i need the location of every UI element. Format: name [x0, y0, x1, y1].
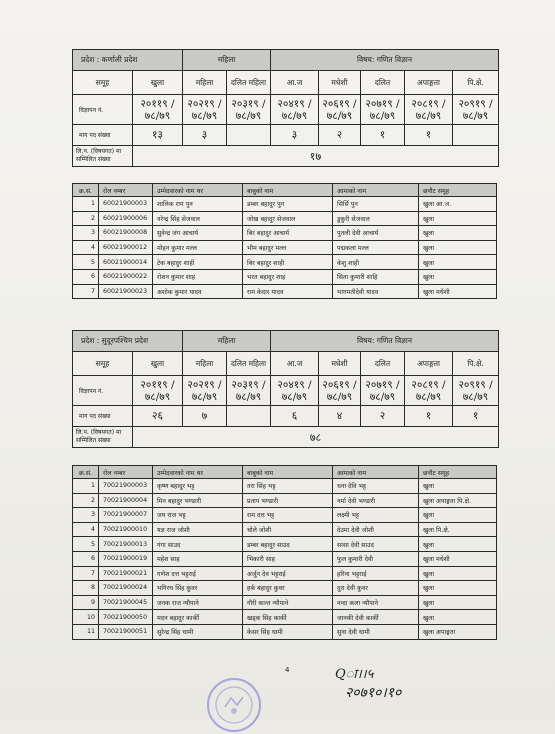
seat-count: ३ [271, 125, 319, 146]
father-name: चोले जोशी [243, 522, 333, 537]
candidate-list-sudurpashchim [72, 465, 497, 640]
exam-count-total: ७८ [133, 427, 499, 448]
table-row [73, 226, 497, 241]
father-name: प्रताप भण्डारी [243, 493, 333, 508]
adv-number: २०६१९ /७८/७९ [319, 376, 361, 406]
serial-number: 4 [73, 522, 99, 537]
selection-group: खुला [419, 226, 497, 241]
table-row [73, 269, 497, 284]
adv-number: २०७१९ /७८/७९ [361, 95, 405, 125]
roll-number: 70021900019 [99, 551, 153, 566]
serial-number: 7 [73, 284, 99, 299]
father-name: केसर सिंह धामी [243, 624, 333, 639]
signature: Qा।।५ [335, 667, 374, 682]
header-name: उम्मेदवारको नाम थर [153, 184, 243, 197]
table-row [73, 255, 497, 270]
roll-number: 60021900023 [99, 284, 153, 299]
summary-table-karnali [72, 49, 499, 167]
roll-number: 60021900006 [99, 211, 153, 226]
mother-name: सुना देवी धामी [333, 624, 419, 639]
col-open: खुला [133, 71, 183, 95]
selection-group: खुला [419, 479, 497, 494]
serial-number: 11 [73, 624, 99, 639]
adv-number: २०७१९ /७८/७९ [361, 376, 405, 406]
serial-number: 4 [73, 240, 99, 255]
candidate-name: कृष्ण बहादुर भट्ट [153, 479, 243, 494]
roll-number: 70021900045 [99, 595, 153, 610]
adv-number: २०३१९ /७८/७९ [227, 376, 271, 406]
candidate-name: टेक बहादुर शाही [153, 255, 243, 270]
serial-number: 5 [73, 537, 99, 552]
father-name: बिर बहादुर आचार्य [243, 226, 333, 241]
candidate-name: सुरेन्द्र सिंह धामी [153, 624, 243, 639]
adv-number: २०२१९ /७८/७९ [183, 95, 227, 125]
candidate-name: मिन बहादुर भण्डारी [153, 493, 243, 508]
roll-number: 60021900012 [99, 240, 153, 255]
seats-label: माग पद संख्या [73, 125, 133, 146]
father-name: भरत बहादुर शाह [243, 269, 333, 284]
candidate-list-karnali [72, 183, 497, 299]
mother-name: डुकुरी सेजवाल [333, 211, 419, 226]
header-mother: आमाको नाम [333, 184, 419, 197]
table-row [73, 211, 497, 226]
adv-number: २०११९ /७८/७९ [133, 95, 183, 125]
col-disability: अपाङ्गता [405, 71, 453, 95]
candidate-name: नरेन्द्र सिंह सेजवाल [153, 211, 243, 226]
roll-number: 70021900024 [99, 581, 153, 596]
seat-count: ४ [319, 406, 361, 427]
candidate-name: जनक राज न्यौपाने [153, 595, 243, 610]
father-name: डम्बर बहादुर पुन [243, 197, 333, 212]
seat-count: १ [361, 125, 405, 146]
selection-group: खुला [419, 610, 497, 625]
list-body [73, 197, 497, 299]
col-disability: अपाङ्गता [405, 352, 453, 376]
selection-group: खुला [419, 566, 497, 581]
table-row [73, 537, 497, 552]
adv-number: २०११९ /७८/७९ [133, 376, 183, 406]
table-row [73, 479, 497, 494]
col-indigenous: आ.ज [271, 352, 319, 376]
exam-count-total: १७ [133, 146, 499, 167]
roll-number: 60021900014 [99, 255, 153, 270]
father-name: राम दत्त भट्ट [243, 508, 333, 523]
table-row [73, 610, 497, 625]
father-name: तरा सिंह भट्ट [243, 479, 333, 494]
selection-group: खुला [419, 211, 497, 226]
handwritten-date: २०७१०।१० [345, 685, 402, 701]
roll-number: 60021900022 [99, 269, 153, 284]
table-row [73, 197, 497, 212]
selection-group: खुला मधेशी [419, 551, 497, 566]
seat-count [453, 125, 499, 146]
serial-number: 1 [73, 479, 99, 494]
header-roll: रोल नम्बर [99, 184, 153, 197]
roll-number: 70021900013 [99, 537, 153, 552]
selection-group: खुला पि.क्षे. [419, 522, 497, 537]
mother-name: लक्ष्मी भट्ट [333, 508, 419, 523]
selection-group: खुला [419, 255, 497, 270]
roll-number: 70021900050 [99, 610, 153, 625]
selection-group: खुला [419, 240, 497, 255]
adv-number: २०८१९ /७८/७९ [405, 376, 453, 406]
selection-group: खुला [419, 595, 497, 610]
adv-label: विज्ञापन नं. [73, 95, 133, 125]
father-name: गौरी कान्त न्यौपाने [243, 595, 333, 610]
col-madhesi: मधेशी [319, 71, 361, 95]
table-row [73, 493, 497, 508]
seat-count: २ [319, 125, 361, 146]
seat-count [227, 125, 271, 146]
mother-name: पुतली देवी आचार्य [333, 226, 419, 241]
col-dalit: दलित [361, 352, 405, 376]
women-header: महिला [183, 331, 271, 352]
serial-number: 2 [73, 493, 99, 508]
table-row [73, 508, 497, 523]
col-backward-region: पि.क्षे. [453, 352, 499, 376]
list-body [73, 479, 497, 640]
seat-count: १ [453, 406, 499, 427]
list-header [73, 466, 497, 479]
selection-group: खुला अपाङ्गता पि.क्षे. [419, 493, 497, 508]
candidate-name: गणेश दत्त भट्टराई [153, 566, 243, 581]
summary-table-sudurpashchim [72, 330, 499, 448]
candidate-name: गंगा साउद [153, 537, 243, 552]
table-row [73, 595, 497, 610]
candidate-name: सुवेन्द्र जंग आचार्य [153, 226, 243, 241]
header-group: छनौट समूह [419, 184, 497, 197]
roll-number: 70021900021 [99, 566, 153, 581]
adv-number: २०३१९ /७८/७९ [227, 95, 271, 125]
adv-number: २०४१९ /७८/७९ [271, 95, 319, 125]
roll-number: 70021900003 [99, 479, 153, 494]
serial-number: 1 [73, 197, 99, 212]
header-roll: रोल नम्बर [99, 466, 153, 479]
table-row [73, 284, 497, 299]
mother-name: हरिना भट्टराई [333, 566, 419, 581]
mother-name: सिर्सि पुन [333, 197, 419, 212]
list-header [73, 184, 497, 197]
serial-number: 7 [73, 566, 99, 581]
serial-number: 9 [73, 595, 99, 610]
serial-number: 10 [73, 610, 99, 625]
adv-number: २०९१९ /७८/७९ [453, 376, 499, 406]
mother-name: सासा देवी साउद [333, 537, 419, 552]
roll-number: 70021900010 [99, 522, 153, 537]
table-row [73, 566, 497, 581]
candidate-name: शालिक राम पुन [153, 197, 243, 212]
father-name: हर्क बहादुर कुवर [243, 581, 333, 596]
header-serial: क्र.सं. [73, 466, 99, 479]
table-row [73, 551, 497, 566]
candidate-name: यज्ञ राज जोशी [153, 522, 243, 537]
selection-group: खुला अपाङ्गता [419, 624, 497, 639]
col-women: महिला [183, 352, 227, 376]
col-open: खुला [133, 352, 183, 376]
father-name: बिर बहादुर शाही [243, 255, 333, 270]
col-group: समूह [73, 71, 133, 95]
exam-count-label: लि.प. (विषयगत) मा सम्मिलित संख्या [73, 427, 133, 448]
serial-number: 6 [73, 269, 99, 284]
serial-number: 3 [73, 226, 99, 241]
candidate-name: मदन बहादुर कार्की [153, 610, 243, 625]
candidate-name: अशोक कुमार यादव [153, 284, 243, 299]
subject-title: विषय: गणित विज्ञान [271, 331, 499, 352]
seat-count: १३ [133, 125, 183, 146]
col-indigenous: आ.ज [271, 71, 319, 95]
header-group: छनौट समूह [419, 466, 497, 479]
candidate-name: मोहन कुमार मल्ल [153, 240, 243, 255]
seat-count: २६ [133, 406, 183, 427]
exam-count-label: लि.प. (विषयगत) मा सम्मिलित संख्या [73, 146, 133, 167]
father-name: भीम बहादुर मल्ल [243, 240, 333, 255]
selection-group: खुला [419, 537, 497, 552]
serial-number: 8 [73, 581, 99, 596]
page-number: 4 [285, 666, 290, 674]
roll-number: 70021900007 [99, 508, 153, 523]
adv-number: २०४१९ /७८/७९ [271, 376, 319, 406]
seat-count: २ [361, 406, 405, 427]
serial-number: 6 [73, 551, 99, 566]
father-name: राम केदार यादव [243, 284, 333, 299]
header-father: बाबुको नाम [243, 466, 333, 479]
header-serial: क्र.सं. [73, 184, 99, 197]
official-stamp-seal [205, 676, 263, 734]
seat-count: ७ [183, 406, 227, 427]
mother-name: फुल कुमारी देवी [333, 551, 419, 566]
adv-number: २०८१९ /७८/७९ [405, 95, 453, 125]
adv-number: २०९१९ /७८/७९ [453, 95, 499, 125]
candidate-name: जय राज भट्ट [153, 508, 243, 523]
mother-name: भागमतीदेवी यादव [333, 284, 419, 299]
mother-name: पद्मकला मल्ल [333, 240, 419, 255]
candidate-name: भगिरथ सिंह कुवर [153, 581, 243, 596]
table-row [73, 624, 497, 639]
selection-group: खुला आ.ज. [419, 197, 497, 212]
header-name: उम्मेदवारको नाम थर [153, 466, 243, 479]
serial-number: 3 [73, 508, 99, 523]
candidate-name: रोशन कुमार शाह [153, 269, 243, 284]
adv-number: २०६१९ /७८/७९ [319, 95, 361, 125]
selection-group: खुला [419, 508, 497, 523]
mother-name: सिता कुमारी शाहि [333, 269, 419, 284]
table-row [73, 240, 497, 255]
col-backward-region: पि.क्षे. [453, 71, 499, 95]
adv-number: २०२१९ /७८/७९ [183, 376, 227, 406]
serial-number: 5 [73, 255, 99, 270]
col-madhesi: मधेशी [319, 352, 361, 376]
province-title: प्रदेश : कर्णाली प्रदेश [73, 50, 183, 71]
seat-count: १ [405, 406, 453, 427]
col-dalit-women: दलित महिला [227, 71, 271, 95]
mother-name: नर्मा देवी भण्डारी [333, 493, 419, 508]
subject-title: विषय: गणित विज्ञान [271, 50, 499, 71]
father-name: खड्क सिंह कार्की [243, 610, 333, 625]
col-women: महिला [183, 71, 227, 95]
roll-number: 60021900003 [99, 197, 153, 212]
header-father: बाबुको नाम [243, 184, 333, 197]
father-name: अर्जुन देव भट्टराई [243, 566, 333, 581]
roll-number: 60021900008 [99, 226, 153, 241]
table-row [73, 581, 497, 596]
selection-group: खुला [419, 581, 497, 596]
table-row [73, 522, 497, 537]
serial-number: 2 [73, 211, 99, 226]
province-title: प्रदेश : सुदूरपश्चिम प्रदेश [73, 331, 183, 352]
col-dalit: दलित [361, 71, 405, 95]
mother-name: देउमा देवी जोशी [333, 522, 419, 537]
mother-name: नन्दा कला न्यौपाने [333, 595, 419, 610]
seat-count: १ [405, 125, 453, 146]
seat-count [227, 406, 271, 427]
mother-name: धना देवि भट्ट [333, 479, 419, 494]
header-mother: आमाको नाम [333, 466, 419, 479]
roll-number: 70021900051 [99, 624, 153, 639]
seat-count: ३ [183, 125, 227, 146]
seats-label: माग पद संख्या [73, 406, 133, 427]
mother-name: दुरा देवी कुवर [333, 581, 419, 596]
seat-count: ६ [271, 406, 319, 427]
father-name: डम्बर बहादुर साउद [243, 537, 333, 552]
mother-name: केशु शाही [333, 255, 419, 270]
selection-group: खुला [419, 269, 497, 284]
candidate-name: महेश साह [153, 551, 243, 566]
roll-number: 70021900004 [99, 493, 153, 508]
father-name: जोख बहादुर सेजवाल [243, 211, 333, 226]
selection-group: खुला मधेशी [419, 284, 497, 299]
mother-name: जानकी देवी कार्की [333, 610, 419, 625]
col-dalit-women: दलित महिला [227, 352, 271, 376]
col-group: समूह [73, 352, 133, 376]
women-header: महिला [183, 50, 271, 71]
adv-label: विज्ञापन नं. [73, 376, 133, 406]
father-name: भिकारी साह [243, 551, 333, 566]
